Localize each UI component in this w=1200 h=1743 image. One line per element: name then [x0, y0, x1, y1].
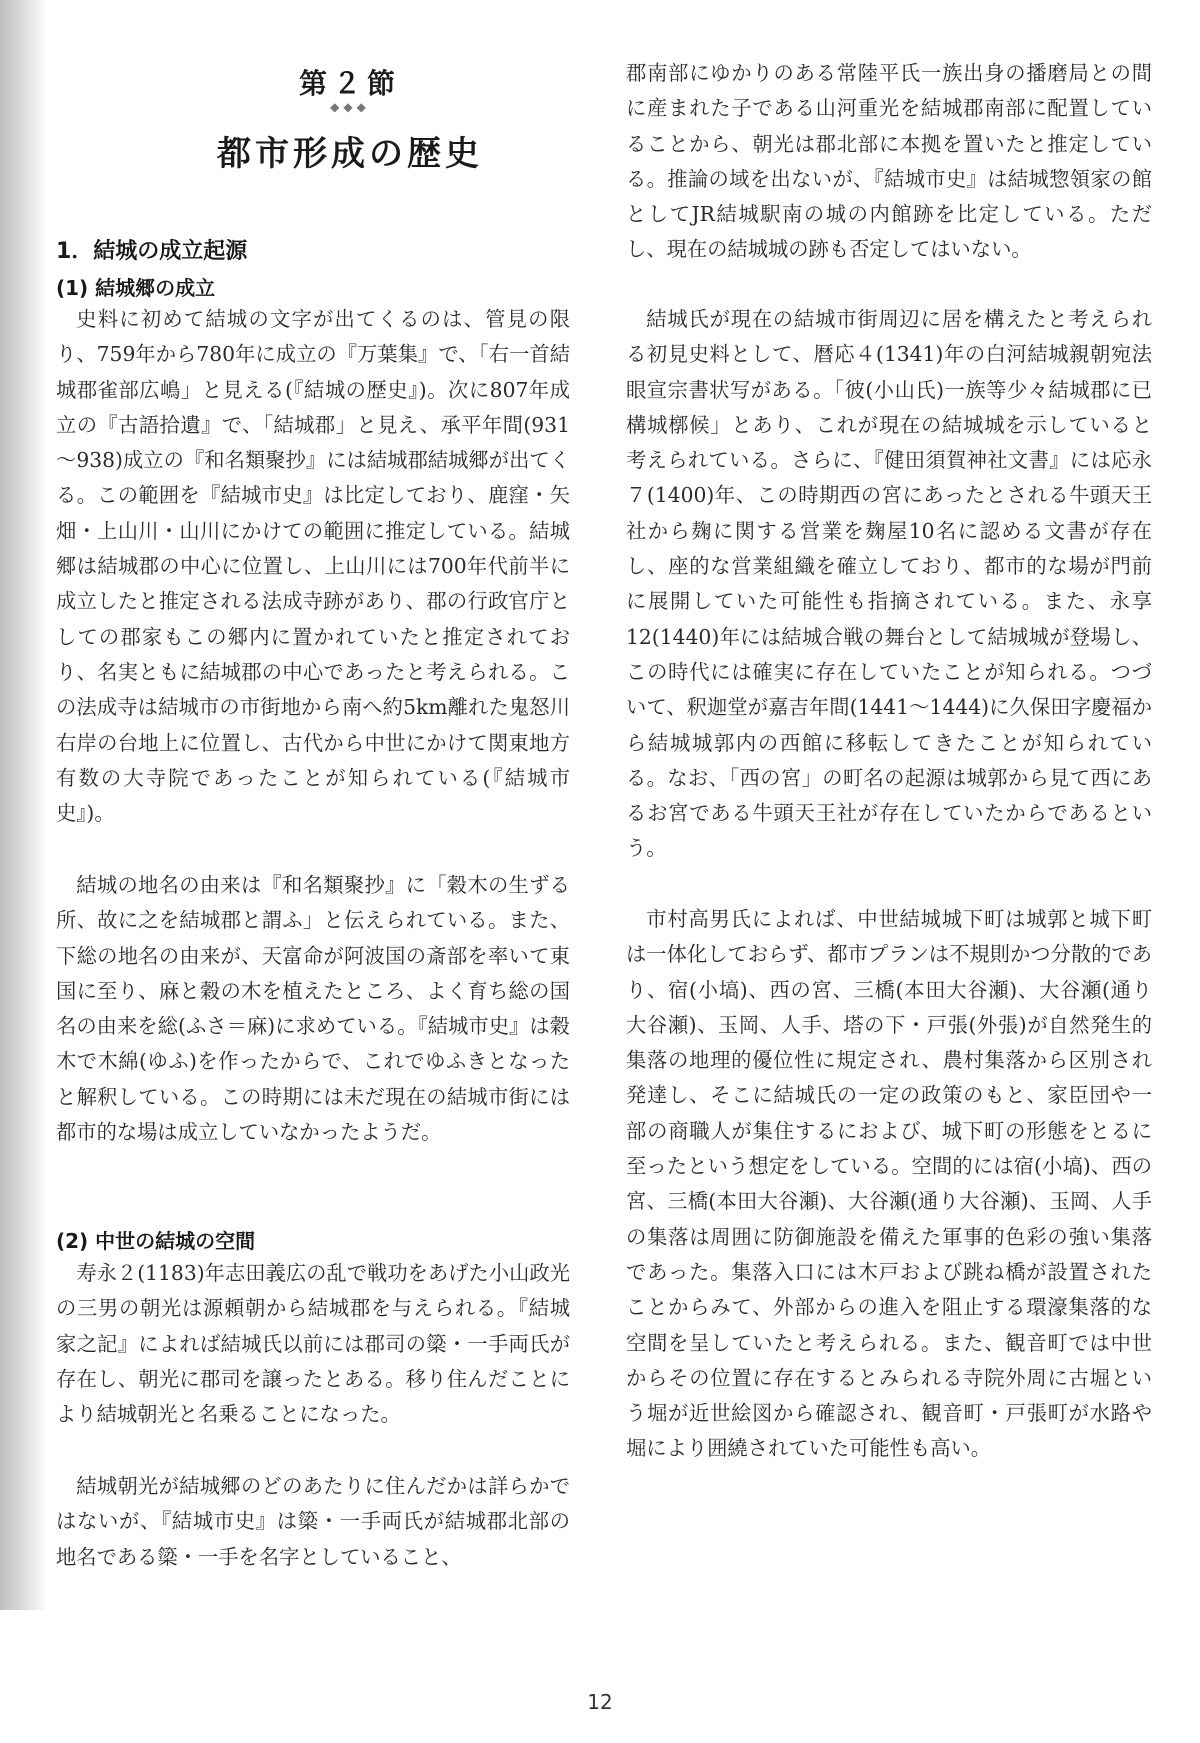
book-spine-shadow: [0, 0, 48, 1610]
subsection-heading-1-2: (2) 中世の結城の空間: [56, 1229, 256, 1253]
section-label: 第２節: [298, 67, 401, 100]
title-ornament: ◆◆◆: [330, 100, 370, 114]
paragraph-origin-records: 史料に初めて結城の文字が出てくるのは、管見の限り、759年から780年に成立の『万葉集』で、「右一首結城郡雀部広嶋」と見える(『結城の歴史』)。次に807年成立の『古語拾遺』で、「結城郡」と見え、承平年間(931～938)成立の『和名類聚抄』には結城郡結城郷が出てくる。この範囲を『結城市史』は比定しており、鹿窪・矢畑・上山川・山川にかけての範囲に推定している。結城郷は結城郡の中心に位置し、上山川には700年代前半に成立したと推定される法成寺跡があり、郡の行政官庁としての郡家もこの郷内に置かれていたと推定されており、名実ともに結城郡の中心であったと考えられる。この法成寺は結城市の市街地から南へ約5km離れた鬼怒川右岸の台地上に位置し、古代から中世にかけて関東地方有数の大寺院であったことが知られている(『結城市史』)。: [56, 307, 570, 826]
page-number: 12: [587, 1690, 613, 1714]
paragraph-tomomitsu: 寿永２(1183)年志田義広の乱で戦功をあげた小山政光の三男の朝光は源頼朝から結城郡を与えられる。『結城家之記』によれば結城氏以前には郡司の簗・一手両氏が存在し、朝光に郡司を譲ったとある。移り住んだことにより結城朝光と名乗ることになった。: [56, 1261, 570, 1427]
paragraph-residence-a: 結城朝光が結城郷のどのあたりに住んだかは詳らかではないが、『結城市史』は簗・一手両氏が結城郡北部の地名である簗・一手を名字としていること、: [56, 1474, 570, 1569]
subsection-heading-1-1: (1) 結城郷の成立: [56, 276, 216, 300]
paragraph-castle-town: 市村高男氏によれば、中世結城城下町は城郭と城下町は一体化しておらず、都市プランは不規則かつ分散的であり、宿(小塙)、西の宮、三橋(本田大谷瀬)、大谷瀬(通り大谷瀬)、玉岡、人手、塔の下・戸張(外張)が自然発生的集落の地理的優位性に規定され、農村集落から区別され発達し、そこに結城氏の一定の政策のもと、家臣団や一部の商職人が集住するにおよび、城下町の形態をとるに至ったという想定をしている。空間的には宿(小塙)、西の宮、三橋(本田大谷瀬)、大谷瀬(通り大谷瀬)、玉岡、人手の集落は周囲に防御施設を備えた軍事的色彩の強い集落であった。集落入口には木戸および跳ね橋が設置されたことからみて、外部からの進入を阻止する環濠集落的な空間を呈していたと考えられる。また、観音町では中世からその位置に存在するとみられる寺院外周に古堀という堀が近世絵図から確認され、観音町・戸張町が水路や堀により囲繞されていた可能性も高い。: [626, 907, 1152, 1461]
paragraph-place-name-origin: 結城の地名の由来は『和名類聚抄』に「穀木の生ずる所、故に之を結城郡と謂ふ」と伝えられている。また、下総の地名の由来が、天富命が阿波国の斎部を率いて東国に至り、麻と穀の木を植えたところ、よく育ち総の国名の由来を総(ふさ＝麻)に求めている。『結城市史』は穀木で木綿(ゆふ)を作ったからで、これでゆふきとなったと解釈している。この時期には未だ現在の結城市街には都市的な場は成立していなかったようだ。: [56, 873, 570, 1145]
paragraph-residence-b: 郡南部にゆかりのある常陸平氏一族出身の播磨局との間に産まれた子である山河重光を結城郡南部に配置していることから、朝光は郡北部に本拠を置いたと推定している。推論の域を出ないが、『結城市史』は結城惣領家の館としてJR結城駅南の城の内館跡を比定している。ただし、現在の結城城の跡も否定してはいない。: [626, 61, 1152, 262]
paragraph-castle-records: 結城氏が現在の結城市街周辺に居を構えたと考えられる初見史料として、暦応４(1341)年の白河結城親朝宛法眼宣宗書状写がある。「彼(小山氏)一族等少々結城郡に已構城槨候」とあり、これが現在の結城城を示していると考えられている。さらに、『健田須賀神社文書』には応永７(1400)年、この時期西の宮にあったとされる牛頭天王社から麹に関する営業を麹屋10名に認める文書が存在し、座的な営業組織を確立しており、都市的な場が門前に展開していた可能性も指摘されている。また、永享12(1440)年には結城合戦の舞台として結城城が登場し、この時代には確実に存在していたことが知られる。つづいて、釈迦堂が嘉吉年間(1441～1444)に久保田字慶福から結城城郭内の西館に移転してきたことが知られている。なお、「西の宮」の町名の起源は城郭から見て西にあるお宮である牛頭天王社が存在していたからであるという。: [626, 307, 1152, 861]
section-heading-1: 1．結城の成立起源: [56, 239, 248, 264]
page-title: 都市形成の歴史: [217, 134, 483, 174]
